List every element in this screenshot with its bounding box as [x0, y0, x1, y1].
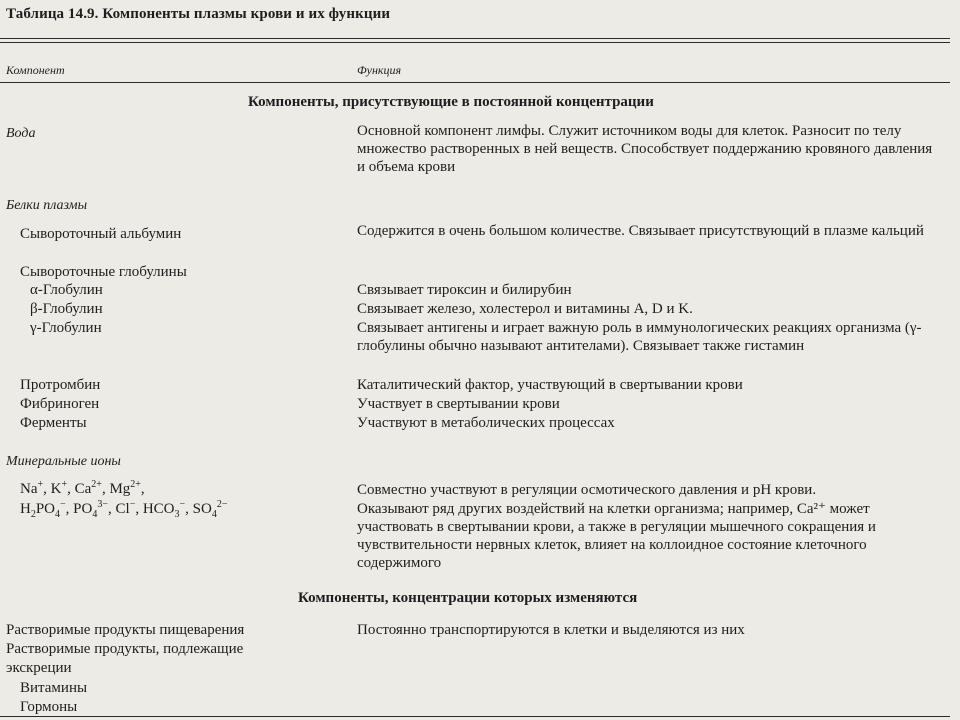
function-digestion: Постоянно транспортируются в клетки и выделяются из них	[357, 622, 745, 638]
component-prothrombin: Протромбин	[20, 377, 101, 393]
function-water: Основной компонент лимфы. Служит источником воды для клеток. Разносит по телу множество растворенных в ней веществ. Способствует поддержанию кровяного давления и объема крови	[357, 123, 933, 175]
function-fibrinogen: Участвует в свертывании крови	[357, 396, 560, 412]
function-beta: Связывает железо, холестерол и витамины A, D и K.	[357, 301, 693, 317]
ions-line-2: $H_2PO_4^-$, $PO_4^{3-}$, Cl−, $HCO_3^-$, $SO_4^{2-}$	[20, 499, 228, 520]
component-excretion-cont: экскреции	[6, 660, 72, 676]
bottom-rule	[0, 716, 950, 717]
header-component: Компонент	[6, 63, 65, 77]
component-excretion: Растворимые продукты, подлежащие	[6, 641, 244, 657]
component-vitamins: Витамины	[20, 680, 88, 696]
component-gamma: γ-Глобулин	[30, 320, 102, 336]
top-rule-1	[0, 38, 950, 39]
section-constant: Компоненты, присутствующие в постоянной концентрации	[248, 94, 654, 110]
section-variable: Компоненты, концентрации которых изменяются	[298, 590, 638, 606]
top-rule-2	[0, 42, 950, 43]
function-albumin: Содержится в очень большом количестве. Связывает присутствующий в плазме кальций	[357, 223, 924, 239]
ions-line-1: Na+, K+, $Ca^{2+}$, $Mg^{2+}$,	[20, 479, 145, 497]
function-alpha: Связывает тироксин и билирубин	[357, 282, 572, 298]
component-digestion: Растворимые продукты пищеварения	[6, 622, 245, 638]
component-globulins: Сывороточные глобулины	[20, 264, 187, 280]
function-prothrombin: Каталитический фактор, участвующий в свертывании крови	[357, 377, 743, 393]
component-beta: β-Глобулин	[30, 301, 103, 317]
function-gamma: Связывает антигены и играет важную роль в иммунологических реакциях организма (γ-глобулины обычно называют антителами). Связывает также гистамин	[357, 320, 922, 354]
function-minerals-2: Оказывают ряд других воздействий на клетки организма; например, Ca²⁺ может участвовать в свертывании крови, а также в регуляции мышечного сокращения и чувствительности нервных клеток, влияет на коллоидное состояние клеточного содержимого	[357, 501, 876, 571]
component-albumin: Сывороточный альбумин	[20, 226, 182, 242]
component-enzymes: Ферменты	[20, 415, 87, 431]
header-rule	[0, 82, 950, 83]
component-fibrinogen: Фибриноген	[20, 396, 100, 412]
header-function: Функция	[357, 63, 402, 77]
function-minerals-1: Совместно участвуют в регуляции осмотического давления и pH крови.	[357, 482, 817, 498]
component-water: Вода	[6, 126, 36, 141]
category-minerals: Минеральные ионы	[6, 454, 121, 469]
category-proteins: Белки плазмы	[6, 198, 88, 213]
function-enzymes: Участвуют в метаболических процессах	[357, 415, 615, 431]
component-alpha: α-Глобулин	[30, 282, 103, 298]
table-title: Таблица 14.9. Компоненты плазмы крови и их функции	[6, 6, 391, 22]
component-hormones: Гормоны	[20, 699, 78, 715]
